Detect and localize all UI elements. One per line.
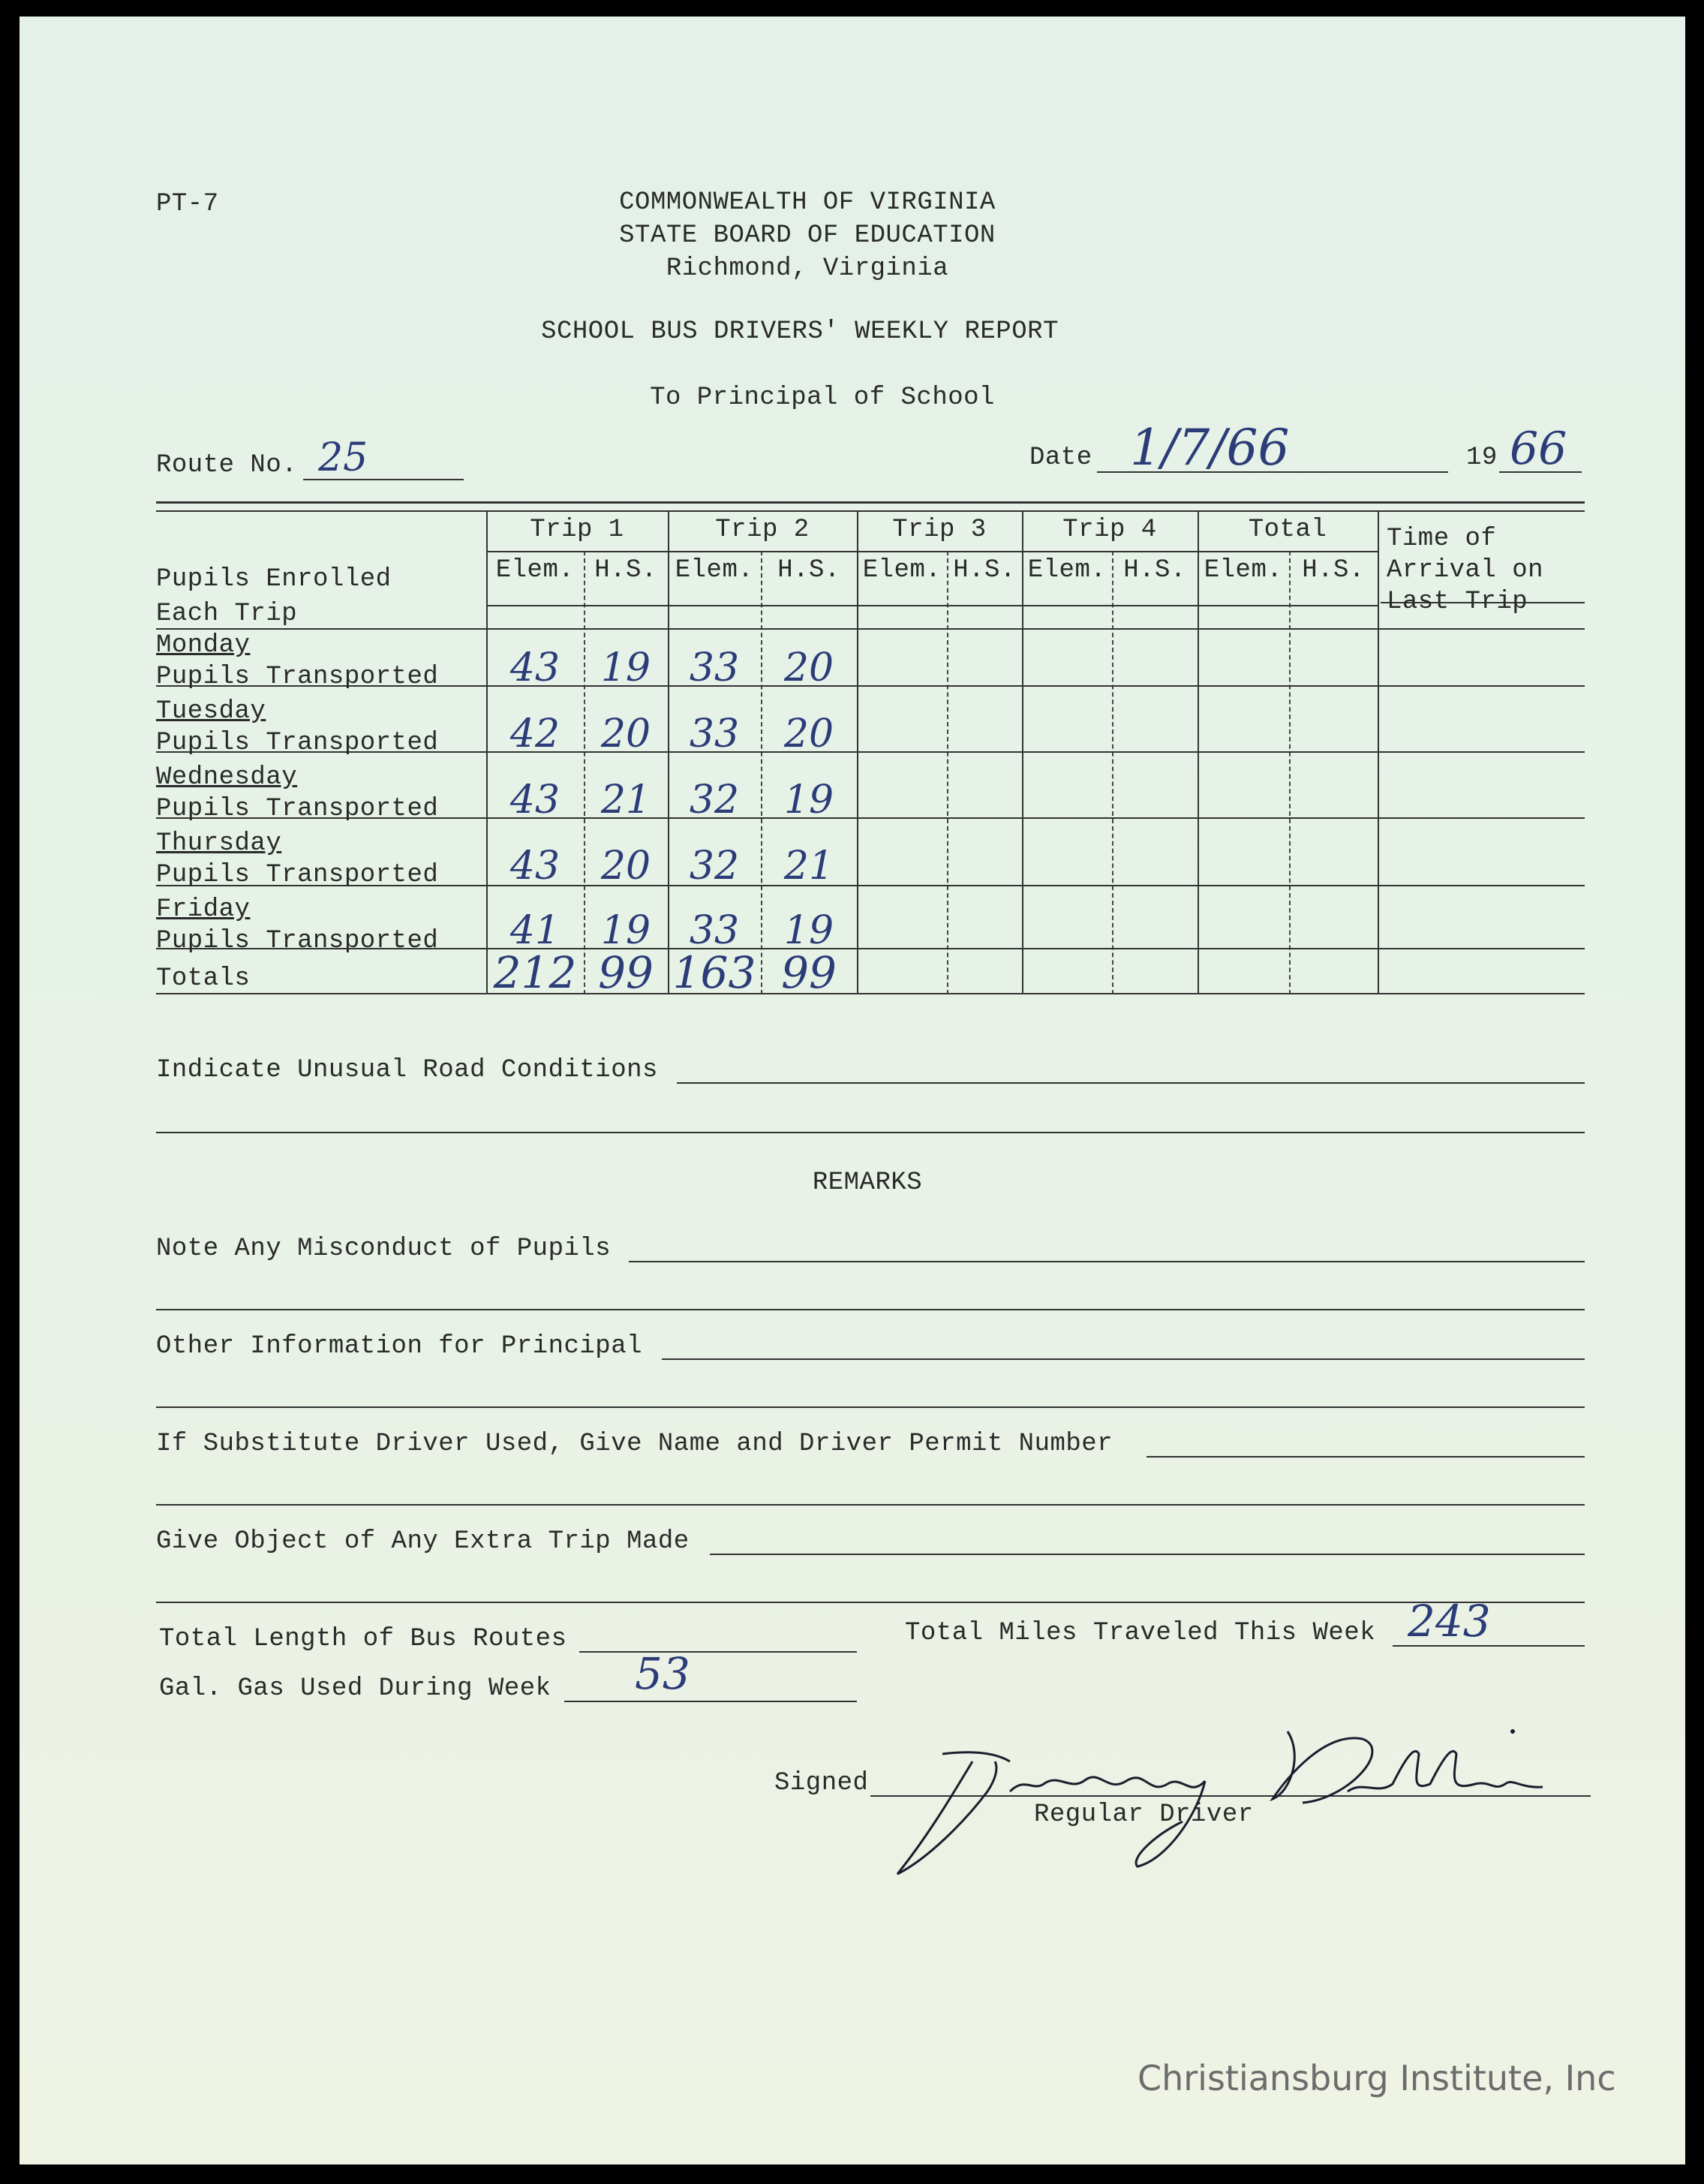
- route-length-line: [579, 1651, 857, 1653]
- route-length-label: Total Length of Bus Routes: [159, 1625, 567, 1653]
- addressee: To Principal of School: [650, 384, 995, 412]
- trip-3-hs-header: H.S.: [953, 556, 1016, 585]
- misconduct-label: Note Any Misconduct of Pupils: [156, 1235, 612, 1263]
- cell-value: 33: [689, 645, 740, 690]
- cell-value: 19: [600, 908, 651, 953]
- trip-3-elem-header: Elem.: [862, 556, 942, 585]
- subheader-rule: [486, 605, 1378, 606]
- transported-label: Pupils Transported: [156, 795, 439, 823]
- day-label: Friday: [156, 895, 251, 924]
- arrival-header-2: Arrival on: [1387, 556, 1544, 585]
- enrolled-label-1: Pupils Enrolled: [156, 565, 392, 594]
- day-label: Monday: [156, 631, 251, 660]
- other-info-label: Other Information for Principal: [156, 1332, 643, 1361]
- cell-value: 43: [509, 645, 560, 690]
- day-label: Wednesday: [156, 763, 298, 792]
- trip-4-header: Trip 4: [1062, 516, 1157, 544]
- road-conditions-line-2: [156, 1132, 1585, 1133]
- misconduct-line: [629, 1261, 1585, 1262]
- driver-label: Regular Driver: [1034, 1800, 1254, 1829]
- trip-header-rule: [486, 551, 1378, 552]
- day-label: Thursday: [156, 829, 282, 858]
- road-conditions-label: Indicate Unusual Road Conditions: [156, 1056, 658, 1084]
- cell-value: 33: [689, 908, 740, 953]
- total-value: 212: [493, 947, 577, 998]
- miles-value: 243: [1408, 1596, 1491, 1647]
- col-divider: [1378, 512, 1379, 994]
- watermark: Christiansburg Institute, Inc: [1138, 2058, 1616, 2098]
- arrival-header-1: Time of: [1387, 525, 1497, 553]
- cell-value: 42: [509, 711, 560, 757]
- enrolled-label-2: Each Trip: [156, 600, 298, 628]
- year-prefix: 19: [1466, 444, 1498, 472]
- other-info-line-2: [156, 1406, 1585, 1408]
- year-value: 66: [1510, 423, 1567, 475]
- cell-value: 41: [509, 908, 560, 953]
- substitute-line-2: [156, 1504, 1585, 1506]
- cell-value: 20: [600, 844, 651, 889]
- trip-2-hs-header: H.S.: [777, 556, 840, 585]
- trip-2-elem-header: Elem.: [675, 556, 754, 585]
- substitute-line: [1147, 1456, 1585, 1458]
- cell-value: 20: [783, 645, 834, 690]
- cell-value: 33: [689, 711, 740, 757]
- cell-value: 19: [600, 645, 651, 690]
- gas-value: 53: [635, 1648, 690, 1699]
- trip-1-header: Trip 1: [530, 516, 624, 544]
- agency-line-2: STATE BOARD OF EDUCATION: [619, 221, 996, 250]
- form-sheet: [20, 17, 1685, 2164]
- col-divider: [1112, 551, 1113, 994]
- total-elem-header: Elem.: [1204, 556, 1283, 585]
- cell-value: 43: [509, 778, 560, 823]
- row-rule: [156, 628, 1585, 630]
- remarks-heading: REMARKS: [812, 1169, 923, 1197]
- cell-value: 21: [600, 778, 651, 823]
- table-top-rule: [156, 501, 1585, 504]
- date-value: 1/7/66: [1130, 419, 1290, 477]
- cell-value: 19: [783, 908, 834, 953]
- extra-trip-label: Give Object of Any Extra Trip Made: [156, 1527, 690, 1556]
- misconduct-line-2: [156, 1309, 1585, 1310]
- trip-3-header: Trip 3: [892, 516, 987, 544]
- day-label: Tuesday: [156, 697, 266, 726]
- form-code: PT-7: [156, 190, 219, 218]
- transported-label: Pupils Transported: [156, 927, 439, 955]
- cell-value: 19: [783, 778, 834, 823]
- trip-1-hs-header: H.S.: [594, 556, 657, 585]
- extra-trip-line: [710, 1554, 1585, 1555]
- other-info-line: [662, 1358, 1585, 1360]
- cell-value: 20: [783, 711, 834, 757]
- trip-4-elem-header: Elem.: [1027, 556, 1107, 585]
- route-label: Route No.: [156, 451, 298, 480]
- table-top-rule-2: [156, 510, 1585, 512]
- agency-line-3: Richmond, Virginia: [666, 254, 949, 283]
- cell-value: 43: [509, 844, 560, 889]
- col-divider: [947, 551, 948, 994]
- extra-trip-line-2: [156, 1602, 1585, 1603]
- trip-2-header: Trip 2: [715, 516, 810, 544]
- trip-1-elem-header: Elem.: [495, 556, 575, 585]
- agency-line-1: COMMONWEALTH OF VIRGINIA: [619, 188, 996, 217]
- cell-value: 32: [689, 844, 740, 889]
- cell-value: 20: [600, 711, 651, 757]
- miles-label: Total Miles Traveled This Week: [905, 1619, 1376, 1647]
- total-value: 163: [672, 947, 756, 998]
- transported-label: Pupils Transported: [156, 861, 439, 889]
- signed-label: Signed: [774, 1769, 869, 1797]
- total-hs-header: H.S.: [1302, 556, 1365, 585]
- gas-label: Gal. Gas Used During Week: [159, 1674, 551, 1703]
- totals-label: Totals: [156, 964, 251, 993]
- total-value: 99: [781, 947, 837, 998]
- route-value: 25: [318, 435, 368, 480]
- substitute-label: If Substitute Driver Used, Give Name and Driver Permit Number: [156, 1430, 1113, 1458]
- arrival-header-3: Last Trip: [1387, 588, 1528, 616]
- transported-label: Pupils Transported: [156, 663, 439, 691]
- road-conditions-line: [677, 1082, 1585, 1084]
- gas-line: [564, 1701, 857, 1702]
- transported-label: Pupils Transported: [156, 729, 439, 757]
- col-divider: [1289, 551, 1291, 994]
- totals-rule: [156, 993, 1585, 994]
- cell-value: 32: [689, 778, 740, 823]
- total-value: 99: [598, 947, 654, 998]
- cell-value: 21: [783, 844, 834, 889]
- signature-image: [882, 1709, 1558, 1889]
- total-header: Total: [1248, 516, 1327, 544]
- report-title: SCHOOL BUS DRIVERS' WEEKLY REPORT: [541, 317, 1059, 346]
- date-label: Date: [1029, 444, 1092, 472]
- trip-4-hs-header: H.S.: [1123, 556, 1186, 585]
